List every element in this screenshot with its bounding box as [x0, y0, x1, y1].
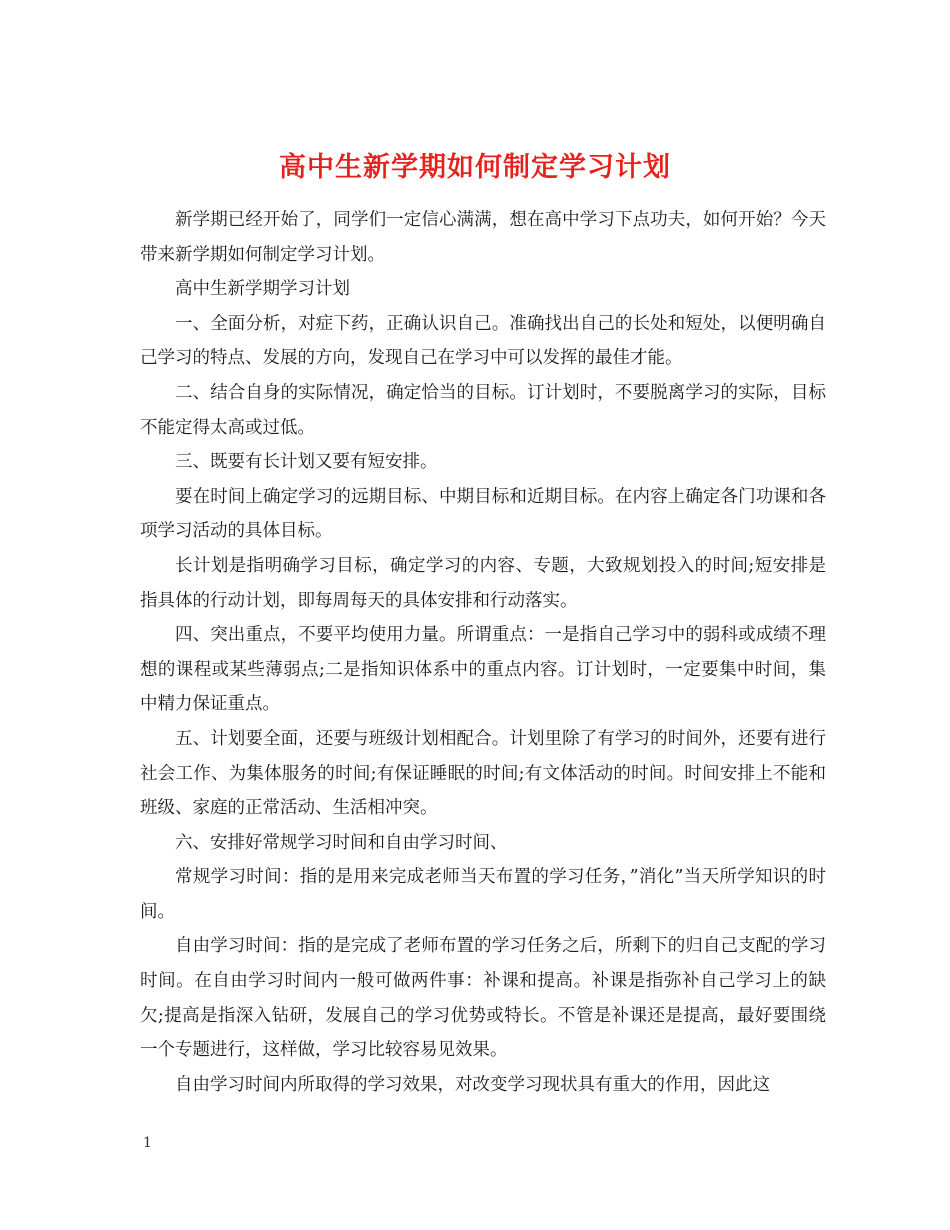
paragraph-point-2: 二、结合自身的实际情况，确定恰当的目标。订计划时，不要脱离学习的实际，目标不能定得太高或过低。: [140, 382, 826, 438]
document-title: 高中生新学期如何制定学习计划: [279, 152, 671, 184]
paragraph-point-1: 一、全面分析，对症下药，正确认识自己。准确找出自己的长处和短处，以便明确自己学习的特点、发展的方向，发现自己在学习中可以发挥的最佳才能。: [140, 313, 826, 369]
paragraph-point-5: 五、计划要全面，还要与班级计划相配合。计划里除了有学习的时间外，还要有进行社会工作、为集体服务的时间;有保证睡眠的时间;有文体活动的时间。时间安排上不能和班级、家庭的正常活动、生活相冲突。: [140, 728, 826, 819]
paragraph-point-6: 六、安排好常规学习时间和自由学习时间、: [175, 832, 508, 853]
paragraph-intro: 新学期已经开始了，同学们一定信心满满，想在高中学习下点功夫，如何开始？今天带来新学期如何制定学习计划。: [140, 210, 826, 265]
paragraph-point-6-detail-2: 自由学习时间：指的是完成了老师布置的学习任务之后，所剩下的归自己支配的学习时间。在自由学习时间内一般可做两件事：补课和提高。补课是指弥补自己学习上的缺欠;提高是指深入钻研，发展自己的学习优势或特长。不管是补课还是提高，最好要围绕一个专题进行，这样做，学习比较容易见效果。: [140, 936, 826, 1061]
paragraph-point-6-detail-1: 常规学习时间：指的是用来完成老师当天布置的学习任务，”消化”当天所学知识的时间。: [140, 867, 826, 922]
paragraph-point-3-detail-1: 要在时间上确定学习的远期目标、中期目标和近期目标。在内容上确定各门功课和各项学习活动的具体目标。: [140, 486, 826, 542]
page-number: 1: [143, 1135, 152, 1151]
paragraph-point-3: 三、既要有长计划又要有短安排。: [175, 452, 438, 473]
paragraph-point-4: 四、突出重点，不要平均使用力量。所谓重点：一是指自己学习中的弱科或成绩不理想的课程或某些薄弱点;二是指知识体系中的重点内容。订计划时，一定要集中时间，集中精力保证重点。: [140, 625, 826, 715]
paragraph-point-6-detail-3: 自由学习时间内所取得的学习效果，对改变学习现状具有重大的作用，因此这: [175, 1074, 770, 1095]
document-body: [140, 203, 826, 1102]
paragraph-subheading: 高中生新学期学习计划: [175, 279, 350, 300]
paragraph-point-3-detail-2: 长计划是指明确学习目标，确定学习的内容、专题，大致规划投入的时间;短安排是指具体的行动计划，即每周每天的具体安排和行动落实。: [140, 555, 826, 611]
